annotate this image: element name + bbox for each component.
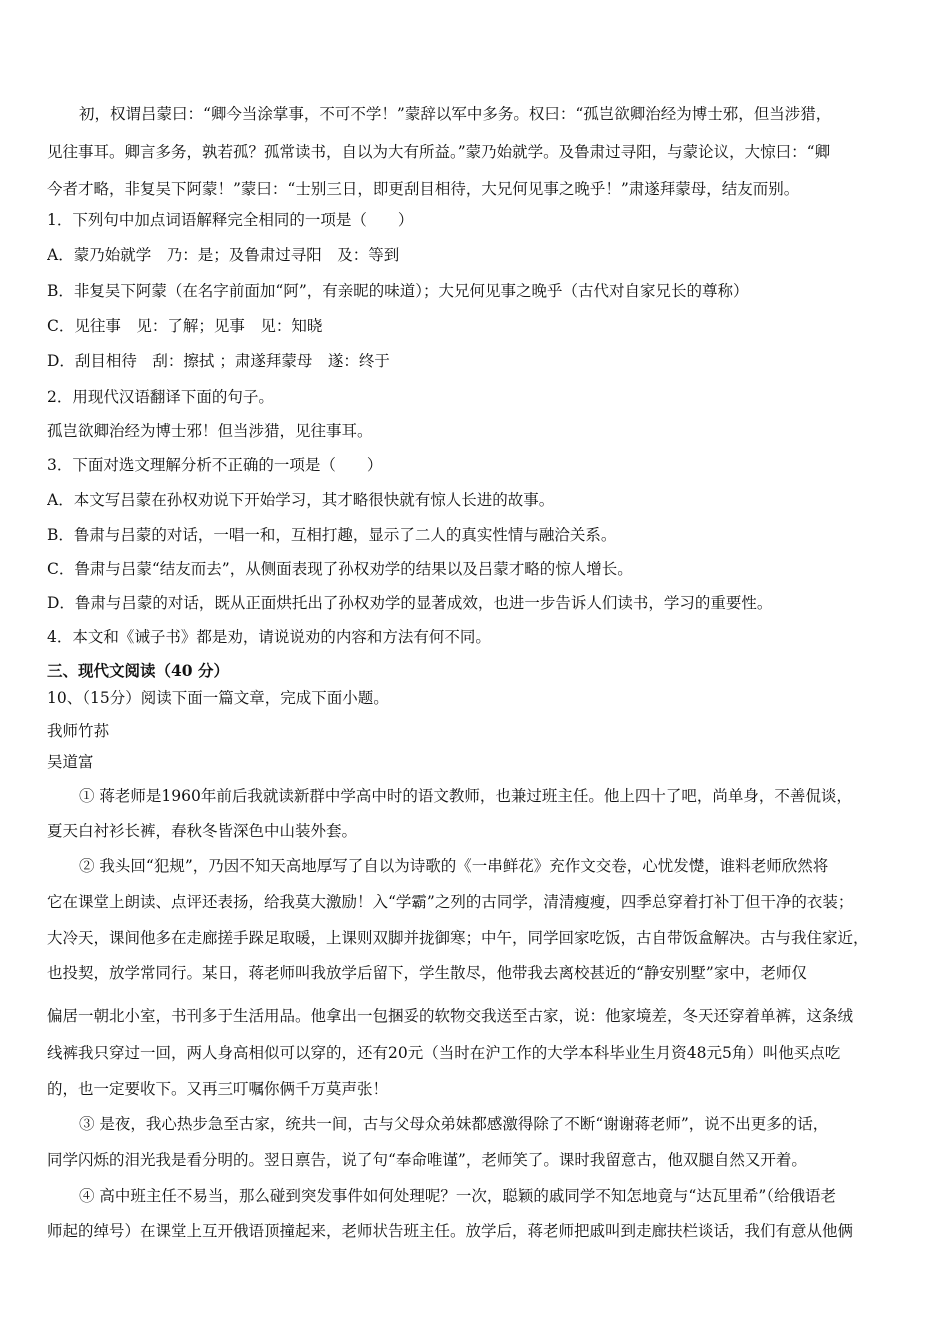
article-paragraph-line: 的，也一定要收下。又再三叮嘱你俩千万莫声张！ — [47, 1080, 389, 1098]
question-3-option-d: D．鲁肃与吕蒙的对话，既从正面烘托出了孙权劝学的显著成效，也进一步告诉人们读书，学习的重要性。 — [47, 594, 773, 612]
question-3-option-c: C．鲁肃与吕蒙“结友而去”，从侧面表现了孙权劝学的结果以及吕蒙才略的惊人增长。 — [47, 560, 633, 578]
question-3-option-a: A．本文写吕蒙在孙权劝说下开始学习，其才略很快就有惊人长进的故事。 — [47, 491, 555, 509]
article-paragraph-line: 大冷天，课间他多在走廊搓手跺足取暖，上课则双脚并拢御寒；中午，同学回家吃饭，古自带饭盒解决。古与我住家近， — [47, 929, 869, 947]
article-paragraph-line: 它在课堂上朗读、点评还表扬，给我莫大激励！入“学霸”之列的古同学，清清瘦瘦，四季总穿着打补丁但干净的衣装； — [47, 893, 854, 911]
question-2-sentence: 孤岂欲卿治经为博士邪！但当涉猎，见往事耳。 — [47, 422, 373, 440]
question-4: 4．本文和《诫子书》都是劝，请说说劝的内容和方法有何不同。 — [47, 628, 491, 646]
question-1-option-c: C．见往事 见：了解；见事 见：知晓 — [47, 317, 323, 335]
question-3: 3．下面对选文理解分析不正确的一项是（ ） — [47, 456, 383, 474]
article-paragraph-line: 偏居一朝北小室，书刊多于生活用品。他拿出一包捆妥的软物交我送至古家，说：他家境差，冬天还穿着单裤，这条绒 — [47, 1007, 854, 1025]
section-heading: 三、现代文阅读（40 分） — [47, 661, 229, 680]
article-paragraph-line: 也投契，放学常同行。某日，蒋老师叫我放学后留下，学生散尽，他带我去离校甚近的“静安别墅”家中，老师仅 — [47, 964, 807, 982]
article-paragraph-line: 线裤我只穿过一回，两人身高相似可以穿的，还有20元（当时在沪工作的大学本科毕业生月资48元5角）叫他买点吃 — [47, 1044, 841, 1062]
article-paragraph-line: 同学闪烁的泪光我是看分明的。翌日禀告，说了句“奉命唯谨”，老师笑了。课时我留意古，他双腿自然又开着。 — [47, 1151, 807, 1169]
article-title: 我师竹荪 — [47, 722, 110, 740]
question-3-option-b: B．鲁肃与吕蒙的对话，一唱一和，互相打趣，显示了二人的真实性情与融洽关系。 — [47, 526, 617, 544]
article-paragraph-line: ③ 是夜，我心热步急至古家，统共一间，古与父母众弟妹都感激得除了不断“谢谢蒋老师”，说不出更多的话， — [79, 1115, 829, 1133]
article-paragraph-line: ① 蒋老师是1960年前后我就读新群中学高中时的语文教师，也兼过班主任。他上四十了吧，尚单身，不善侃谈， — [79, 787, 852, 805]
classical-passage-line: 今者才略，非复吴下阿蒙！”蒙曰：“士别三日，即更刮目相待，大兄何见事之晚乎！”肃遂拜蒙母，结友而别。 — [47, 180, 800, 198]
article-paragraph-line: ④ 高中班主任不易当，那么碰到突发事件如何处理呢？一次，聪颖的戚同学不知怎地竟与“达瓦里希”（给俄语老 — [79, 1187, 837, 1205]
question-10-instruction: 10、（15分）阅读下面一篇文章，完成下面小题。 — [47, 689, 389, 707]
article-paragraph-line: 夏天白衬衫长裤，春秋冬皆深色中山装外套。 — [47, 822, 358, 840]
question-1-option-d: D．刮目相待 刮：擦拭 ；肃遂拜蒙母 遂：终于 — [47, 352, 390, 370]
question-1: 1．下列句中加点词语解释完全相同的一项是（ ） — [47, 211, 414, 229]
question-2: 2．用现代汉语翻译下面的句子。 — [47, 388, 274, 406]
article-paragraph-line: ② 我头回“犯规”，乃因不知天高地厚写了自以为诗歌的《一串鲜花》充作文交卷，心忧发憷，谁料老师欣然将 — [79, 857, 829, 875]
article-author: 吴道富 — [47, 753, 94, 771]
question-1-option-b: B．非复吴下阿蒙（在名字前面加“阿”，有亲昵的味道）；大兄何见事之晚乎（古代对自家兄长的尊称） — [47, 282, 749, 300]
article-paragraph-line: 师起的绰号）在课堂上互开俄语顶撞起来，老师状告班主任。放学后，蒋老师把戚叫到走廊扶栏谈话，我们有意从他俩 — [47, 1222, 854, 1240]
classical-passage-line: 见往事耳。卿言多务，孰若孤？孤常读书，自以为大有所益。”蒙乃始就学。及鲁肃过寻阳，与蒙论议，大惊曰：“卿 — [47, 143, 831, 161]
question-1-option-a: A．蒙乃始就学 乃：是；及鲁肃过寻阳 及：等到 — [47, 246, 400, 264]
classical-passage-line: 初，权谓吕蒙曰：“卿今当涂掌事，不可不学！”蒙辞以军中多务。权曰：“孤岂欲卿治经为博士邪，但当涉猎， — [79, 105, 832, 123]
